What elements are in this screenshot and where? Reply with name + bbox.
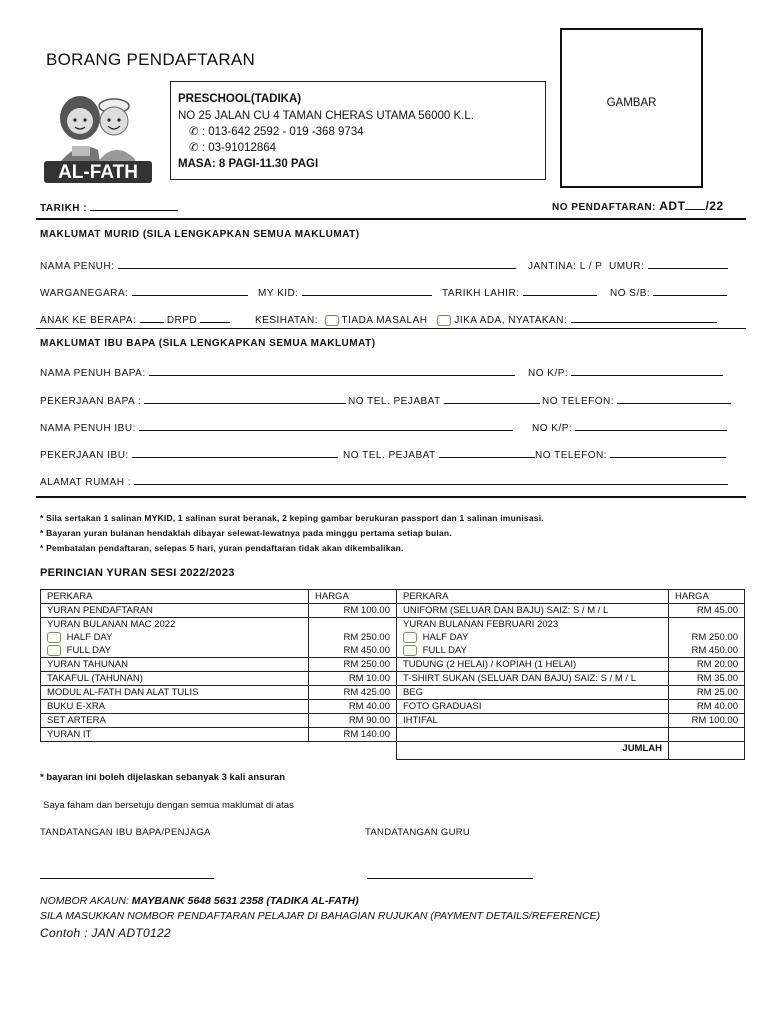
fees-heading: PERINCIAN YURAN SESI 2022/2023 (40, 567, 235, 579)
table-row (41, 658, 745, 672)
table-header-row (41, 590, 745, 604)
table-row (41, 686, 745, 700)
fee-price: RM 40.00 (309, 700, 397, 714)
child-no-label: ANAK KE BERAPA: (40, 315, 137, 326)
fee-item: BUKU E-XRA (41, 700, 309, 714)
school-info-box (170, 81, 546, 180)
father-office-tel-field[interactable] (444, 392, 540, 404)
fee-price: RM 10.00 (309, 672, 397, 686)
table-row (41, 604, 745, 618)
fee-item: YURAN PENDAFTARAN (41, 604, 309, 618)
fee-option (403, 631, 662, 644)
fee-item: UNIFORM (SELUAR DAN BAJU) SAIZ: S / M / L (397, 604, 669, 618)
gender-label: JANTINA: L / P (528, 261, 603, 272)
birth-cert-label: NO S/B: (610, 288, 651, 299)
fee-price: RM 450.00 (691, 645, 738, 656)
divider (36, 218, 746, 220)
reference-example: Contoh : JAN ADT0122 (40, 926, 171, 940)
birth-date-field[interactable] (523, 284, 597, 296)
phone-line-1 (189, 124, 364, 141)
fee-price: RM 35.00 (669, 672, 745, 686)
fee-option-label: FULL DAY (66, 645, 111, 656)
health-other-label: JIKA ADA, NYATAKAN: (454, 315, 568, 326)
fee-price: RM 25.00 (669, 686, 745, 700)
reg-no-suffix: /22 (705, 199, 724, 213)
child-no-row (40, 311, 230, 326)
siblings-field[interactable] (200, 311, 230, 323)
fee-option-label: HALF DAY (422, 632, 469, 643)
col-price-header: HARGA (669, 590, 745, 604)
fee-price-group (309, 618, 397, 658)
father-job-label: PEKERJAAN BAPA : (40, 396, 142, 407)
father-ic-row (528, 364, 723, 379)
mother-name-row (40, 419, 513, 434)
table-row (41, 618, 745, 658)
date-field[interactable] (90, 199, 178, 211)
health-other-field[interactable] (571, 311, 717, 323)
mother-phone-row (535, 446, 726, 461)
fee-item: YURAN BULANAN MAC 2022 (47, 619, 176, 630)
fee-item-group (397, 618, 669, 658)
fee-option (47, 644, 302, 657)
fee-price: RM 90.00 (309, 714, 397, 728)
school-address: NO 25 JALAN CU 4 TAMAN CHERAS UTAMA 56000 K.L. (178, 110, 474, 122)
fee-price (315, 618, 390, 631)
child-no-field[interactable] (140, 311, 164, 323)
citizenship-field[interactable] (132, 284, 248, 296)
table-row (41, 672, 745, 686)
fee-price: RM 100.00 (309, 604, 397, 618)
full-day-checkbox[interactable] (403, 645, 417, 656)
mother-office-tel-label: NO TEL. PEJABAT (343, 450, 436, 461)
fee-price-group (669, 618, 745, 658)
phone-number-1: : 013-642 2592 - 019 -368 9734 (201, 126, 364, 138)
photo-box[interactable] (560, 28, 703, 188)
school-name: PRESCHOOL(TADIKA) (178, 93, 302, 105)
birth-date-label: TARIKH LAHIR: (442, 288, 520, 299)
father-ic-field[interactable] (571, 364, 723, 376)
fee-item-group (41, 618, 309, 658)
note-1: * Sila sertakan 1 salinan MYKID, 1 salinan surat beranak, 2 keping gambar berukuran passport dan 1 salinan imunisasi. (40, 513, 544, 523)
full-name-label: NAMA PENUH: (40, 261, 115, 272)
logo-text: AL-FATH (58, 162, 138, 183)
birth-date-row (442, 284, 597, 299)
fee-item: TAKAFUL (TAHUNAN) (41, 672, 309, 686)
mother-name-label: NAMA PENUH IBU: (40, 423, 136, 434)
fee-price: RM 100.00 (669, 714, 745, 728)
mother-job-label: PEKERJAAN IBU: (40, 450, 129, 461)
student-name-row (40, 257, 516, 272)
address-field[interactable] (134, 473, 728, 485)
mother-office-tel-field[interactable] (439, 446, 535, 458)
total-field[interactable] (669, 742, 745, 760)
mother-office-tel-row (343, 446, 535, 461)
phone-number-2: : 03-91012864 (201, 142, 277, 154)
divider (36, 328, 746, 329)
school-hours: MASA: 8 PAGI-11.30 PAGI (178, 158, 319, 170)
account-label: NOMBOR AKAUN: (40, 895, 129, 907)
father-job-row (40, 392, 346, 407)
reference-note: SILA MASUKKAN NOMBOR PENDAFTARAN PELAJAR DI BAHAGIAN RUJUKAN (PAYMENT DETAILS/REFERENCE) (40, 910, 601, 922)
birth-cert-row (610, 284, 727, 299)
father-office-tel-label: NO TEL. PEJABAT (348, 396, 441, 407)
father-phone-field[interactable] (617, 392, 731, 404)
mykid-field[interactable] (302, 284, 432, 296)
fee-item: YURAN IT (41, 728, 309, 742)
table-row (41, 714, 745, 728)
fee-price: RM 425.00 (309, 686, 397, 700)
mykid-label: MY KID: (258, 288, 299, 299)
age-label: UMUR: (608, 261, 645, 272)
mykid-row (258, 284, 432, 299)
col-price-header: HARGA (309, 590, 397, 604)
teacher-signature-label: TANDATANGAN GURU (365, 827, 471, 838)
parent-signature-label: TANDATANGAN IBU BAPA/PENJAGA (40, 827, 211, 838)
parents-heading: MAKLUMAT IBU BAPA (SILA LENGKAPKAN SEMUA MAKLUMAT) (40, 338, 376, 349)
fee-option-label: HALF DAY (66, 632, 113, 643)
father-name-label: NAMA PENUH BAPA: (40, 368, 146, 379)
fee-price: RM 20.00 (669, 658, 745, 672)
age-field[interactable] (648, 257, 728, 269)
account-value: MAYBANK 5648 5631 2358 (TADIKA AL-FATH) (131, 895, 359, 907)
father-phone-label: NO TELEFON: (542, 396, 614, 407)
fee-price (675, 618, 738, 631)
fees-table (40, 589, 745, 760)
phone-icon: ✆ (189, 126, 199, 138)
fee-item: YURAN TAHUNAN (41, 658, 309, 672)
fee-item: T-SHIRT SUKAN (SELUAR DAN BAJU) SAIZ: S / M / L (397, 672, 669, 686)
date-row (40, 199, 178, 214)
fee-item: MODUL AL-FATH DAN ALAT TULIS (41, 686, 309, 700)
mother-job-row (40, 446, 338, 461)
gender-age-row (528, 257, 728, 272)
fee-option-label: FULL DAY (422, 645, 467, 656)
divider (36, 496, 746, 498)
total-row (41, 742, 745, 760)
date-label: TARIKH : (40, 203, 88, 214)
fee-item: YURAN BULANAN FEBRUARI 2023 (403, 619, 559, 630)
reg-no-prefix: ADT (659, 199, 686, 213)
mother-phone-field[interactable] (610, 446, 726, 458)
form-title: BORANG PENDAFTARAN (46, 50, 256, 69)
teacher-signature-line[interactable] (367, 868, 533, 879)
mother-ic-row (532, 419, 727, 434)
address-label: ALAMAT RUMAH : (40, 477, 132, 488)
installment-note: * bayaran ini boleh dijelaskan sebanyak 3 kali ansuran (40, 772, 285, 783)
half-day-checkbox[interactable] (403, 632, 417, 643)
table-row (41, 728, 745, 742)
of-label: DRPD (166, 315, 198, 326)
photo-label: GAMBAR (606, 97, 657, 109)
mother-phone-label: NO TELEFON: (535, 450, 607, 461)
col-item-header: PERKARA (397, 590, 669, 604)
fee-item: FOTO GRADUASI (397, 700, 669, 714)
account-row (40, 895, 359, 907)
col-item-header: PERKARA (41, 590, 309, 604)
phone-line-2 (189, 140, 276, 157)
note-3: * Pembatalan pendaftaran, selepas 5 hari, yuran pendaftaran tidak akan dikembalikan. (40, 543, 404, 553)
full-name-field[interactable] (118, 257, 516, 269)
fee-item: SET ARTERA (41, 714, 309, 728)
father-name-row (40, 364, 515, 379)
agreement-text: Saya faham dan bersetuju dengan semua maklumat di atas (43, 800, 294, 811)
citizenship-label: WARGANEGARA: (40, 288, 129, 299)
fee-price: RM 140.00 (309, 728, 397, 742)
phone-icon: ✆ (189, 142, 199, 154)
health-ok-label: TIADA MASALAH (341, 315, 428, 326)
fee-price: RM 250.00 (691, 632, 738, 643)
citizenship-row (40, 284, 248, 299)
reg-no-row (552, 198, 724, 213)
reg-no-field[interactable] (685, 198, 705, 210)
fee-item: TUDUNG (2 HELAI) / KOPIAH (1 HELAI) (397, 658, 669, 672)
father-phone-row (542, 392, 731, 407)
mother-ic-field[interactable] (575, 419, 727, 431)
address-row (40, 473, 728, 488)
birth-cert-field[interactable] (653, 284, 727, 296)
total-label: JUMLAH (397, 742, 669, 760)
father-name-field[interactable] (149, 364, 515, 376)
father-job-field[interactable] (144, 392, 346, 404)
mother-ic-label: NO K/P: (532, 423, 573, 434)
student-heading: MAKLUMAT MURID (SILA LENGKAPKAN SEMUA MAKLUMAT) (40, 229, 360, 240)
fee-price: RM 450.00 (343, 645, 390, 656)
fee-item (397, 728, 669, 742)
health-label: KESIHATAN: (255, 315, 318, 326)
fee-price: RM 250.00 (309, 658, 397, 672)
half-day-checkbox[interactable] (47, 632, 61, 643)
fee-price: RM 250.00 (343, 632, 390, 643)
health-row (255, 311, 717, 326)
father-office-tel-row (348, 392, 540, 407)
fee-option (47, 631, 302, 644)
mother-name-field[interactable] (139, 419, 513, 431)
note-2: * Bayaran yuran bulanan hendaklah dibayar selewat-lewatnya pada minggu pertama setiap bulan. (40, 528, 452, 538)
parent-signature-line[interactable] (40, 868, 214, 879)
fee-price: RM 45.00 (669, 604, 745, 618)
fee-price (669, 728, 745, 742)
father-ic-label: NO K/P: (528, 368, 569, 379)
mother-job-field[interactable] (132, 446, 338, 458)
school-logo (44, 88, 152, 184)
table-row (41, 700, 745, 714)
fee-price: RM 40.00 (669, 700, 745, 714)
fee-option (403, 644, 662, 657)
fee-item: BEG (397, 686, 669, 700)
full-day-checkbox[interactable] (47, 645, 61, 656)
reg-no-label: NO PENDAFTARAN: (552, 202, 656, 213)
health-other-checkbox[interactable] (437, 315, 451, 326)
health-ok-checkbox[interactable] (325, 315, 339, 326)
fee-item: IHTIFAL (397, 714, 669, 728)
